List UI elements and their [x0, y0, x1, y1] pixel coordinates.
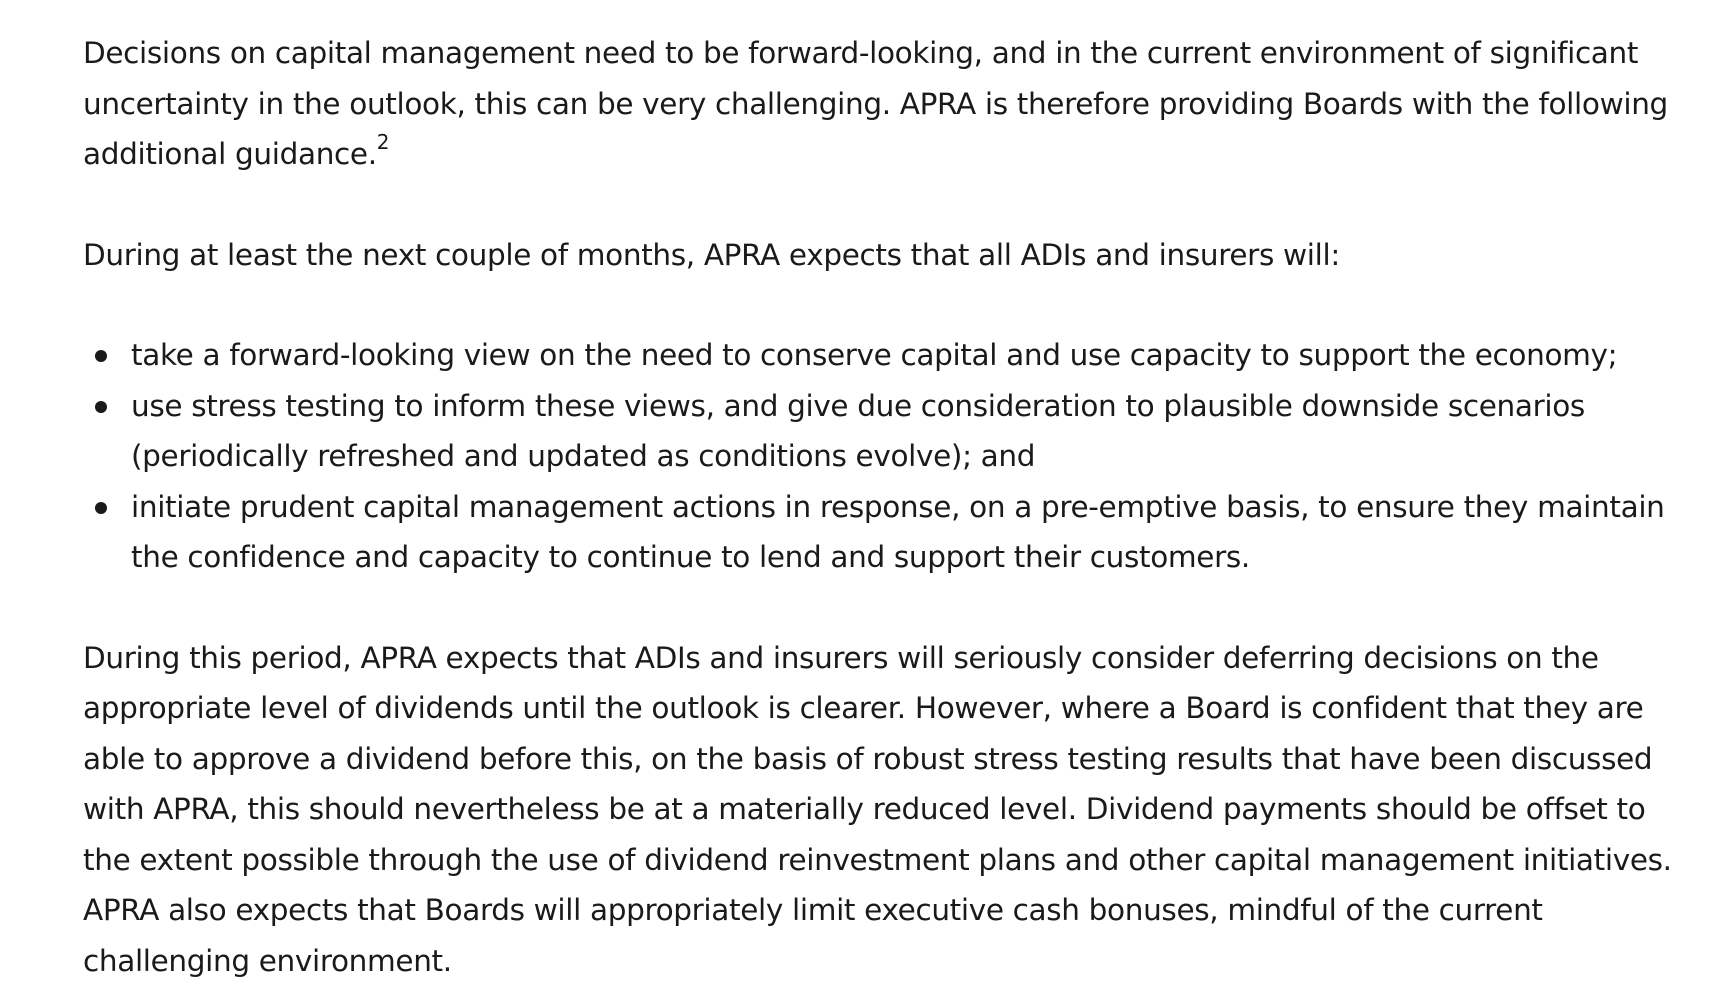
bullet-icon: [95, 350, 107, 362]
list-item-text: initiate prudent capital management actions in response, on a pre-emptive basis, to ensure they maintain the confidence and capacity to continue to lend and support their customers.: [131, 489, 1665, 574]
paragraph-spacer: [83, 180, 1683, 230]
expectations-list: [83, 330, 1683, 583]
paragraph-spacer: [83, 280, 1683, 330]
dividends-paragraph: During this period, APRA expects that ADIs and insurers will seriously consider deferring decisions on the appropriate level of dividends until the outlook is clearer. However, where a Board is confident that they are able to approve a dividend before this, on the basis of robust stress testing results that have been discussed with APRA, this should nevertheless be at a materially reduced level. Dividend payments should be offset to the extent possible through the use of dividend reinvestment plans and other capital management initiatives. APRA also expects that Boards will appropriately limit executive cash bonuses, mindful of the current challenging environment.: [83, 640, 1672, 978]
paragraph-spacer: [83, 583, 1683, 633]
intro-paragraph: [83, 28, 1683, 180]
list-item-text: take a forward-looking view on the need to conserve capital and use capacity to support the economy;: [131, 338, 1618, 372]
list-item-text: use stress testing to inform these views, and give due consideration to plausible downside scenarios (periodically refreshed and updated as conditions evolve); and: [131, 388, 1585, 473]
expectations-lead-paragraph: During at least the next couple of months, APRA expects that all ADIs and insurers will:: [83, 237, 1340, 272]
footnote-reference[interactable]: 2: [376, 130, 390, 155]
intro-paragraph-text: Decisions on capital management need to be forward-looking, and in the current environment of significant uncertainty in the outlook, this can be very challenging. APRA is therefore providing Boards with the following additional guidance.: [83, 36, 1668, 171]
list-item: [131, 330, 1683, 381]
document-body: [83, 28, 1683, 986]
bullet-icon: [95, 502, 107, 514]
list-item: [131, 482, 1683, 583]
bullet-icon: [95, 401, 107, 413]
list-item: [131, 381, 1683, 482]
